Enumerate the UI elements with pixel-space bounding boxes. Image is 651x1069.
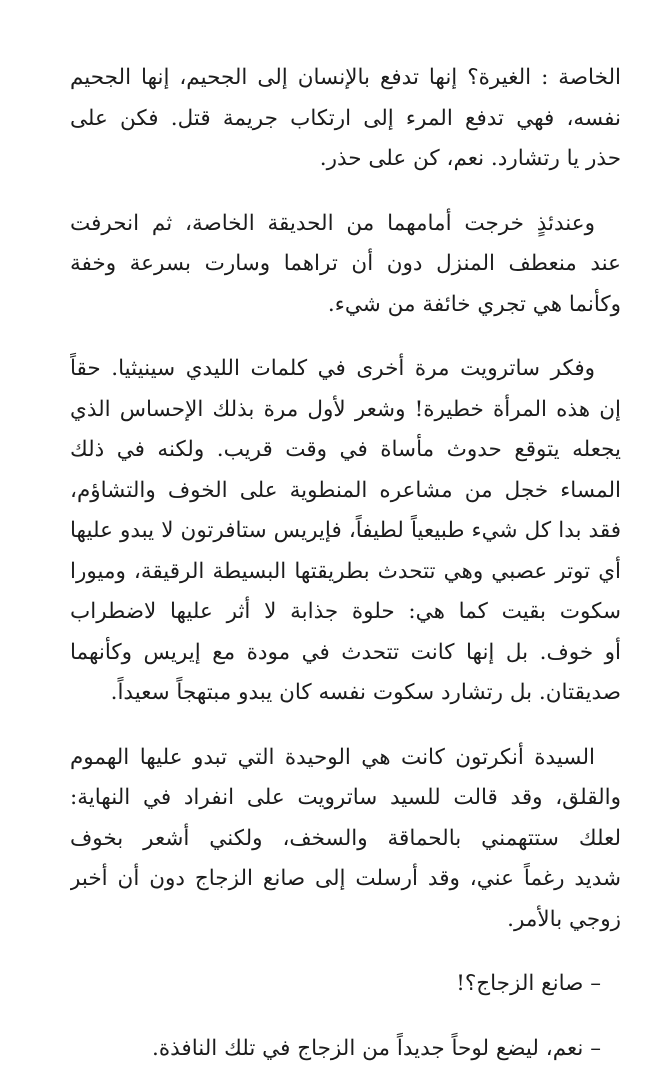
text-line: والقلق، وقد قالت للسيد ساترويت على انفراد في النهاية:	[70, 778, 621, 819]
dialogue-line: – صانع الزجاج؟!	[70, 964, 621, 1005]
dialogue-line: – نعم، ليضع لوحاً جديداً من الزجاج في تلك النافذة.	[70, 1029, 621, 1069]
text-line: يجعله يتوقع حدوث مأساة في وقت قريب. ولكنه في ذلك	[70, 430, 621, 471]
text-line: نفسه، فهي تدفع المرء إلى ارتكاب جريمة قتل. فكن على	[70, 99, 621, 140]
text-line: صديقتان. بل رتشارد سكوت نفسه كان يبدو مبتهجاً سعيداً.	[70, 673, 621, 714]
paragraph-3	[70, 349, 621, 714]
paragraph-gap	[70, 180, 621, 204]
text-line: سكوت بقيت كما هي: حلوة جذابة لا أثر عليها لاضطراب	[70, 592, 621, 633]
book-page	[70, 58, 621, 1069]
text-line: السيدة أنكرتون كانت هي الوحيدة التي تبدو عليها الهموم	[70, 738, 621, 779]
text-line: وعندئذٍ خرجت أمامهما من الحديقة الخاصة، ثم انحرفت	[70, 204, 621, 245]
paragraph-gap	[70, 714, 621, 738]
dialogue-2	[70, 1029, 621, 1069]
text-line: أو خوف. بل إنها كانت تتحدث في مودة مع إيريس وكأنهما	[70, 633, 621, 674]
text-line: وكأنما هي تجري خائفة من شيء.	[70, 285, 621, 326]
paragraph-4	[70, 738, 621, 941]
text-line: لعلك ستتهمني بالحماقة والسخف، ولكني أشعر بخوف	[70, 819, 621, 860]
text-line: المساء خجل من مشاعره المنطوية على الخوف والتشاؤم،	[70, 471, 621, 512]
paragraph-gap	[70, 1005, 621, 1029]
dialogue-1	[70, 964, 621, 1005]
text-line: عند منعطف المنزل دون أن تراهما وسارت بسرعة وخفة	[70, 244, 621, 285]
text-line: أي توتر عصبي وهي تتحدث بطريقتها البسيطة الرقيقة، وميورا	[70, 552, 621, 593]
paragraph-gap	[70, 325, 621, 349]
paragraph-1	[70, 58, 621, 180]
text-line: شديد رغماً عني، وقد أرسلت إلى صانع الزجاج دون أن أخبر	[70, 859, 621, 900]
text-line: فقد بدا كل شيء طبيعياً لطيفاً، فإيريس ستافرتون لا يبدو عليها	[70, 511, 621, 552]
text-line: زوجي بالأمر.	[70, 900, 621, 941]
paragraph-gap	[70, 940, 621, 964]
text-line: حذر يا رتشارد. نعم، كن على حذر.	[70, 139, 621, 180]
text-line: الخاصة : الغيرة؟ إنها تدفع بالإنسان إلى الجحيم، إنها الجحيم	[70, 58, 621, 99]
paragraph-2	[70, 204, 621, 326]
text-line: وفكر ساترويت مرة أخرى في كلمات الليدي سينيثيا. حقاً	[70, 349, 621, 390]
text-line: إن هذه المرأة خطيرة! وشعر لأول مرة بذلك الإحساس الذي	[70, 390, 621, 431]
